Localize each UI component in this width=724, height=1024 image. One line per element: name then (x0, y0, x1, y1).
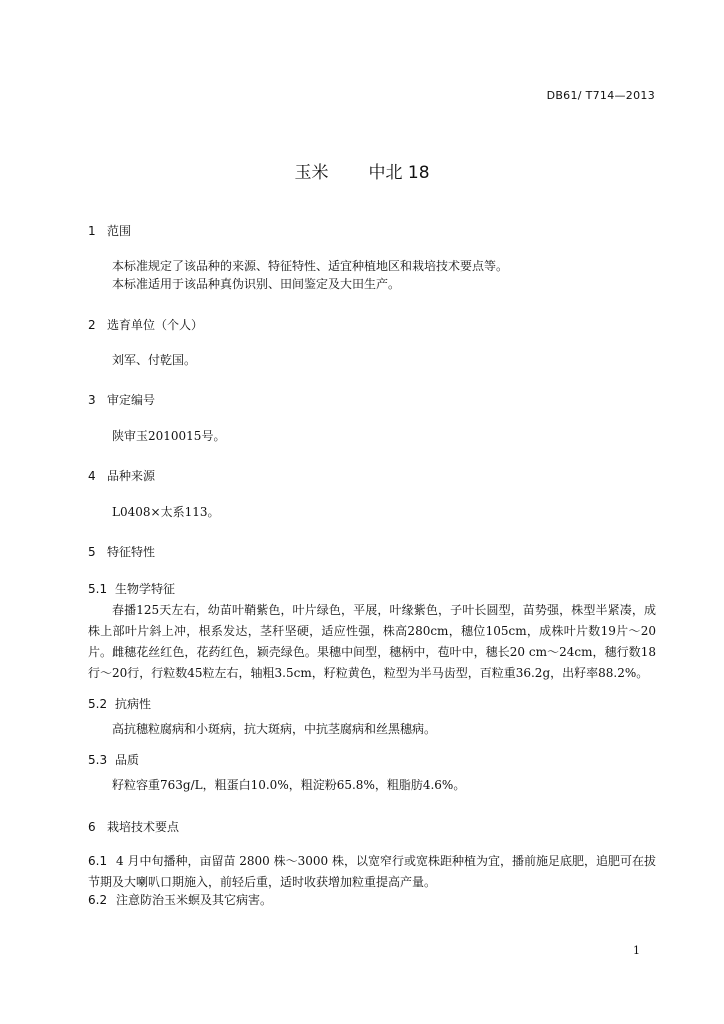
page-number: 1 (633, 944, 640, 957)
section-title: 栽培技术要点 (107, 820, 180, 834)
paragraph: 本标准规定了该品种的来源、特征特性、适宜种植地区和栽培技术要点等。 (112, 259, 509, 273)
section-number: 1 (88, 224, 96, 238)
section-title: 选育单位（个人） (107, 318, 204, 332)
subsection-number: 5.2 (88, 697, 108, 711)
standard-number: DB61/ T714—2013 (546, 89, 655, 102)
paragraph: 籽粒容重763g/L，粗蛋白10.0%，粗淀粉65.8%，粗脂肪4.6%。 (112, 778, 466, 792)
section-heading (88, 543, 155, 560)
title-crop: 玉米 (294, 163, 329, 183)
paragraph: 本标准适用于该品种真伪识别、田间鉴定及大田生产。 (112, 277, 401, 291)
clause-6-1 (88, 851, 656, 893)
subsection-title: 生物学特征 (115, 582, 176, 596)
clause-number: 6.2 (88, 893, 108, 907)
paragraph: L0408×太系113。 (112, 505, 220, 519)
paragraph: 春播125天左右，幼苗叶鞘紫色，叶片绿色，平展，叶缘紫色，子叶长圆型，苗势强，株型半紧凑，成株上部叶片斜上冲，根系发达，茎秆坚硬，适应性强，株高280cm，穗位105cm，成株叶片数19片～20片。雌穗花丝红色，花药红色，颖壳绿色。果穗中间型，穗柄中，苞叶中，穗长20 cm～24cm，穗行数18行～20行，行粒数45粒左右，轴粗3.5cm，籽粒黄色，粒型为半马齿型，百粒重36.2g，出籽率88.2%。 (88, 603, 656, 680)
section-title: 范围 (107, 224, 132, 238)
section-number: 4 (88, 469, 96, 483)
paragraph: 刘军、付乾国。 (112, 353, 197, 367)
clause-6-2 (88, 890, 656, 911)
subsection-title: 品质 (115, 753, 140, 767)
section-heading (88, 391, 155, 408)
section-heading (88, 222, 131, 239)
title-variety: 中北 18 (368, 163, 430, 183)
paragraph: 高抗穗粒腐病和小斑病，抗大斑病，中抗茎腐病和丝黑穗病。 (112, 722, 437, 736)
section-number: 3 (88, 393, 96, 407)
clause-text: 4 月中旬播种，亩留苗 2800 株～3000 株，以宽窄行或宽株距种植为宜，播前施足底肥，追肥可在拔节期及大喇叭口期施入，前轻后重，适时收获增加粒重提高产量。 (88, 854, 656, 889)
section-number: 6 (88, 820, 96, 834)
section-title: 品种来源 (107, 469, 156, 483)
subsection-number: 5.3 (88, 753, 108, 767)
section-number: 2 (88, 318, 96, 332)
subsection-heading (88, 751, 139, 768)
section-title: 审定编号 (107, 393, 156, 407)
section-heading (88, 467, 155, 484)
subsection-heading (88, 695, 151, 712)
section-heading (88, 818, 179, 835)
subsection-number: 5.1 (88, 582, 108, 596)
section-number: 5 (88, 545, 96, 559)
clause-text: 注意防治玉米螟及其它病害。 (116, 893, 273, 907)
subsection-heading (88, 580, 175, 597)
page-title (0, 158, 724, 183)
section-title: 特征特性 (107, 545, 156, 559)
section-heading (88, 316, 203, 333)
paragraph: 陕审玉2010015号。 (112, 429, 226, 443)
clause-number: 6.1 (88, 854, 108, 868)
subsection-title: 抗病性 (115, 697, 152, 711)
